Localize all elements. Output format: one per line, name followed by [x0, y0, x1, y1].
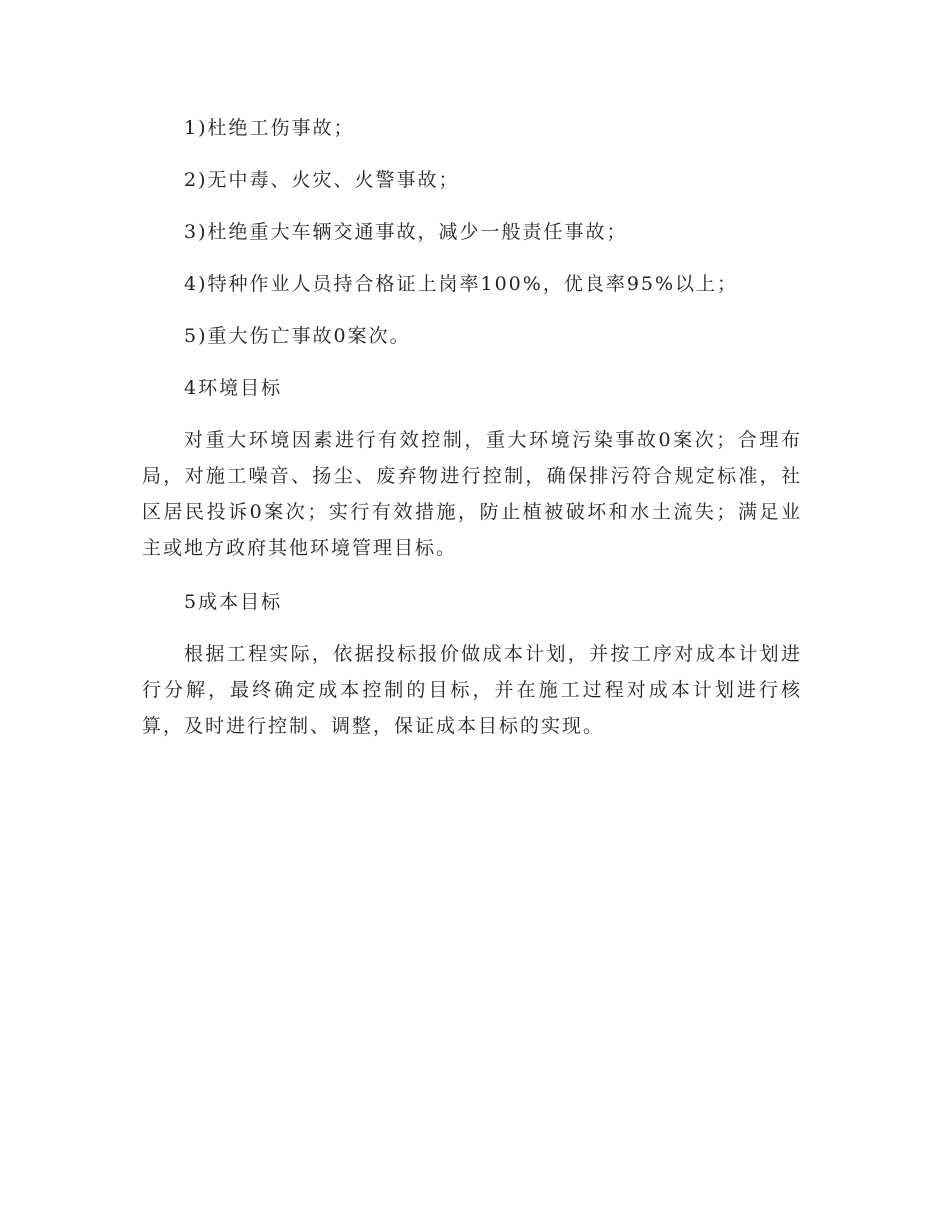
- document-body: [142, 110, 802, 762]
- paragraph-environment: 对重大环境因素进行有效控制，重大环境污染事故0案次；合理布局，对施工噪音、扬尘、废弃物进行控制，确保排污符合规定标准，社区居民投诉0案次；实行有效措施，防止植被破坏和水土流失；满足业主或地方政府其他环境管理目标。: [142, 429, 802, 559]
- list-item: 1)杜绝工伤事故；: [184, 117, 355, 139]
- list-item: 3)杜绝重大车辆交通事故，减少一般责任事故；: [184, 221, 628, 243]
- section-heading-environment: 4环境目标: [184, 377, 283, 399]
- paragraph-cost: 根据工程实际，依据投标报价做成本计划，并按工序对成本计划进行分解，最终确定成本控制的目标，并在施工过程对成本计划进行核算，及时进行控制、调整，保证成本目标的实现。: [142, 643, 802, 737]
- section-heading-cost: 5成本目标: [184, 591, 283, 613]
- list-item: 4)特种作业人员持合格证上岗率100%，优良率95%以上；: [184, 273, 739, 295]
- list-item: 5)重大伤亡事故0案次。: [184, 325, 411, 347]
- list-item: 2)无中毒、火灾、火警事故；: [184, 169, 460, 191]
